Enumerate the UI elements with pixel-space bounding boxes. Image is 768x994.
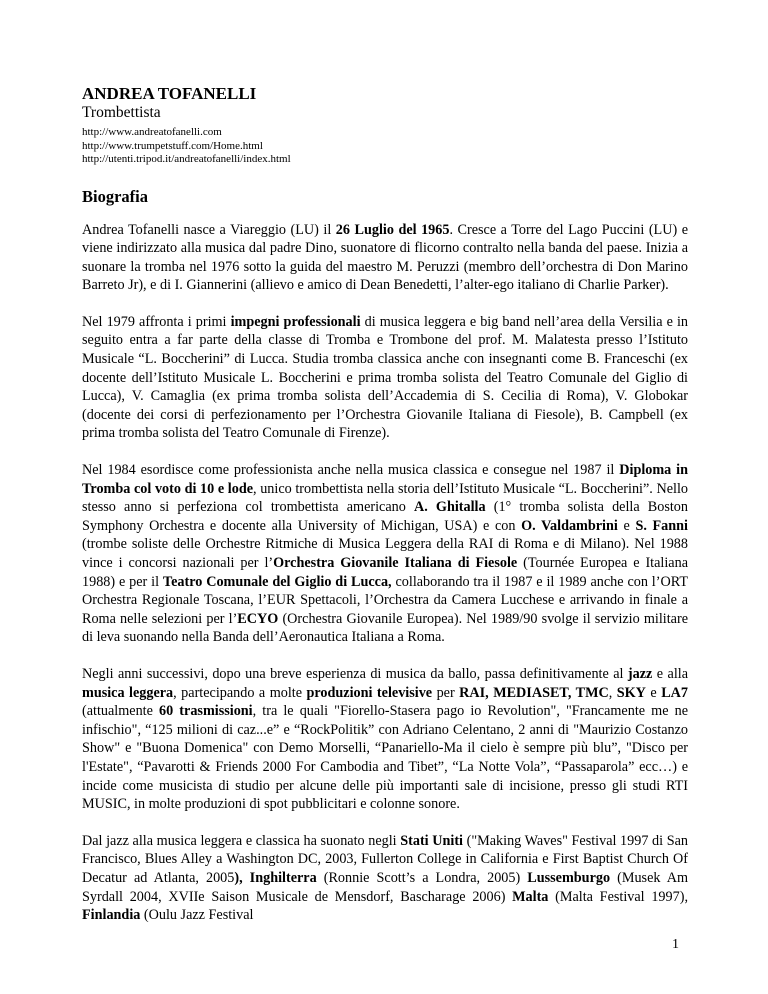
text-run: e alla [652, 665, 688, 682]
bold-text: Teatro Comunale del Giglio di Lucca, [162, 573, 392, 590]
biography-paragraph [82, 832, 688, 925]
text-run: e [645, 684, 662, 701]
text-run: (Tournée Europea e Italiana 1988) e per il [82, 555, 688, 590]
text-run: (attualmente [82, 703, 160, 720]
text-run: , partecipando a molte [173, 684, 307, 701]
text-run: (1° tromba solista della Boston Symphony Orchestra e docente alla University of Michigan, USA) e con [82, 499, 688, 534]
text-run: . Cresce a Torre del Lago Puccini (LU) e viene indirizzato alla musica dal padre Dino, suonatore di flicorno contralto nella banda del paese. Inizia a suonare la tromba nel 1976 sotto la guida del maestro M. Peruzzi (membro dell’orchestra di Don Marino Barreto Jr), e di I. Giannerini (allievo e amico di Dean Benedetti, l’alter-ego italiano di Charlie Parker). [82, 221, 689, 294]
bold-text: ECYO [237, 610, 279, 627]
biography-paragraph [82, 665, 688, 814]
bold-text: Finlandia [82, 907, 141, 924]
bold-text: LA7 [661, 684, 688, 701]
text-run: (Ronnie Scott’s a Londra, 2005) [316, 869, 528, 886]
text-run: Nel 1979 affronta i primi [82, 313, 231, 330]
text-run: ("Making Waves" Festival 1997 di San Francisco, Blues Alley a Washington DC, 2003, Fullerton College in California e First Baptist Church Of Decatur ad Atlanta, 2005 [82, 832, 688, 886]
bold-text: impegni professionali [230, 313, 361, 330]
text-run: Negli anni successivi, dopo una breve esperienza di musica da ballo, passa definitivamente al [82, 665, 628, 682]
bold-text: SKY [616, 684, 646, 701]
website-links [82, 126, 688, 167]
bold-text: A. Ghitalla [413, 499, 486, 516]
section-heading: Biografia [82, 186, 148, 206]
text-run: (Orchestra Giovanile Europea). Nel 1989/90 svolge il servizio militare di leva suonando nella Banda dell’Aeronautica Italiana a Roma. [82, 610, 688, 646]
bold-text: Orchestra Giovanile Italiana di Fiesole [273, 555, 518, 571]
author-name: ANDREA TOFANELLI [82, 84, 257, 103]
bold-text: RAI, MEDIASET, TMC [459, 684, 609, 701]
bold-text: produzioni televisive [306, 684, 433, 701]
text-run: Andrea Tofanelli nasce a Viareggio (LU) il [82, 221, 336, 238]
text-run: (Oulu Jazz Festival [140, 907, 254, 924]
website-link[interactable]: http://utenti.tripod.it/andreatofanelli/index.html [82, 153, 291, 165]
text-run: per [432, 684, 460, 701]
bold-text: Diploma in Tromba col voto di 10 e lode [82, 462, 688, 497]
text-run: , unico trombettista nella storia dell’Istituto Musicale “L. Boccherini”. Nello stesso anno si perfeziona col trombettista americano [82, 480, 688, 516]
biography-paragraph [82, 461, 688, 647]
bold-text: O. Valdambrini [521, 517, 618, 534]
bold-text: jazz [627, 665, 653, 682]
bold-text: ), Inghilterra [234, 869, 317, 886]
bold-text: Lussemburgo [527, 869, 611, 886]
biography-paragraph [82, 313, 688, 443]
biography-paragraph [82, 221, 688, 295]
text-run: e [617, 517, 636, 534]
text-run: Dal jazz alla musica leggera e classica ha suonato negli [82, 832, 401, 849]
author-role: Trombettista [82, 104, 161, 121]
text-run: (trombe soliste delle Orchestre Ritmiche di Musica Leggera della RAI di Roma e di Milano). Nel 1988 vince i concorsi nazionali per l’ [82, 536, 688, 571]
page-number: 1 [672, 937, 679, 952]
text-run: Nel 1984 esordisce come professionista anche nella musica classica e consegue nel 1987 il [82, 462, 620, 479]
website-link[interactable]: http://www.trumpetstuff.com/Home.html [82, 139, 263, 152]
bold-text: 60 trasmissioni [159, 703, 253, 720]
text-run: di musica leggera e big band nell’area della Versilia e in seguito entra a far parte della classe di Tromba e Trombone del prof. M. Malatesta presso l’Istituto Musicale “L. Boccherini” di Lucca. Studia tromba classica anche con insegnanti come B. Franceschi (ex docente dell’Istituto Musicale L. Boccherini e prima tromba solista del Teatro Comunale del Giglio di Lucca), V. Camaglia (ex prima tromba solista dell’Accademia di S. Cecilia di Roma), V. Globokar (docente dei corsi di perfezionamento per l’Orchestra Giovanile Italiana di Fiesole), B. Campbell (ex prima tromba solista del Teatro Comunale di Firenze). [82, 313, 688, 442]
bold-text: musica leggera [82, 684, 174, 701]
website-link[interactable]: http://www.andreatofanelli.com [82, 126, 222, 138]
bold-text: S. Fanni [635, 517, 689, 534]
text-run: collaborando tra il 1987 e il 1989 anche con l’ORT Orchestra Regionale Toscana, l’EUR Spettacoli, l’Orchestra da Camera Lucchese e arrivando in finale a Roma nelle selezioni per l’ [82, 573, 688, 627]
bold-text: Stati Uniti [400, 832, 463, 849]
document-page [82, 84, 688, 943]
biography-body [82, 221, 688, 925]
text-run: (Malta Festival 1997), [548, 888, 688, 905]
text-run: , tra le quali "Fiorello-Stasera pago io Revolution", "Francamente me ne infischio", “125 milioni di caz...e” e “RockPolitik” con Adriano Celentano, 2 anni di "Maurizio Costanzo Show" e "Buona Domenica" con Demo Morselli, “Panariello-Ma il cielo è sempre più blu”, "Disco per l'Estate", “Pavarotti & Friends 2000 For Cambodia and Tibet”, “La Notte Vola”, “Passaparola” ecc…) e incide come musicista di studio per alcune delle più importanti sale di incisione, presso gli studi RTI MUSIC, in molte produzioni di spot pubblicitari e colonne sonore. [82, 703, 688, 813]
bold-text: Malta [512, 888, 549, 905]
text-run: (Musek Am Syrdall 2004, XVIIe Saison Musicale de Mensdorf, Bascharage 2006) [82, 869, 689, 905]
bold-text: 26 Luglio del 1965 [335, 221, 450, 238]
text-run: , [608, 684, 617, 701]
